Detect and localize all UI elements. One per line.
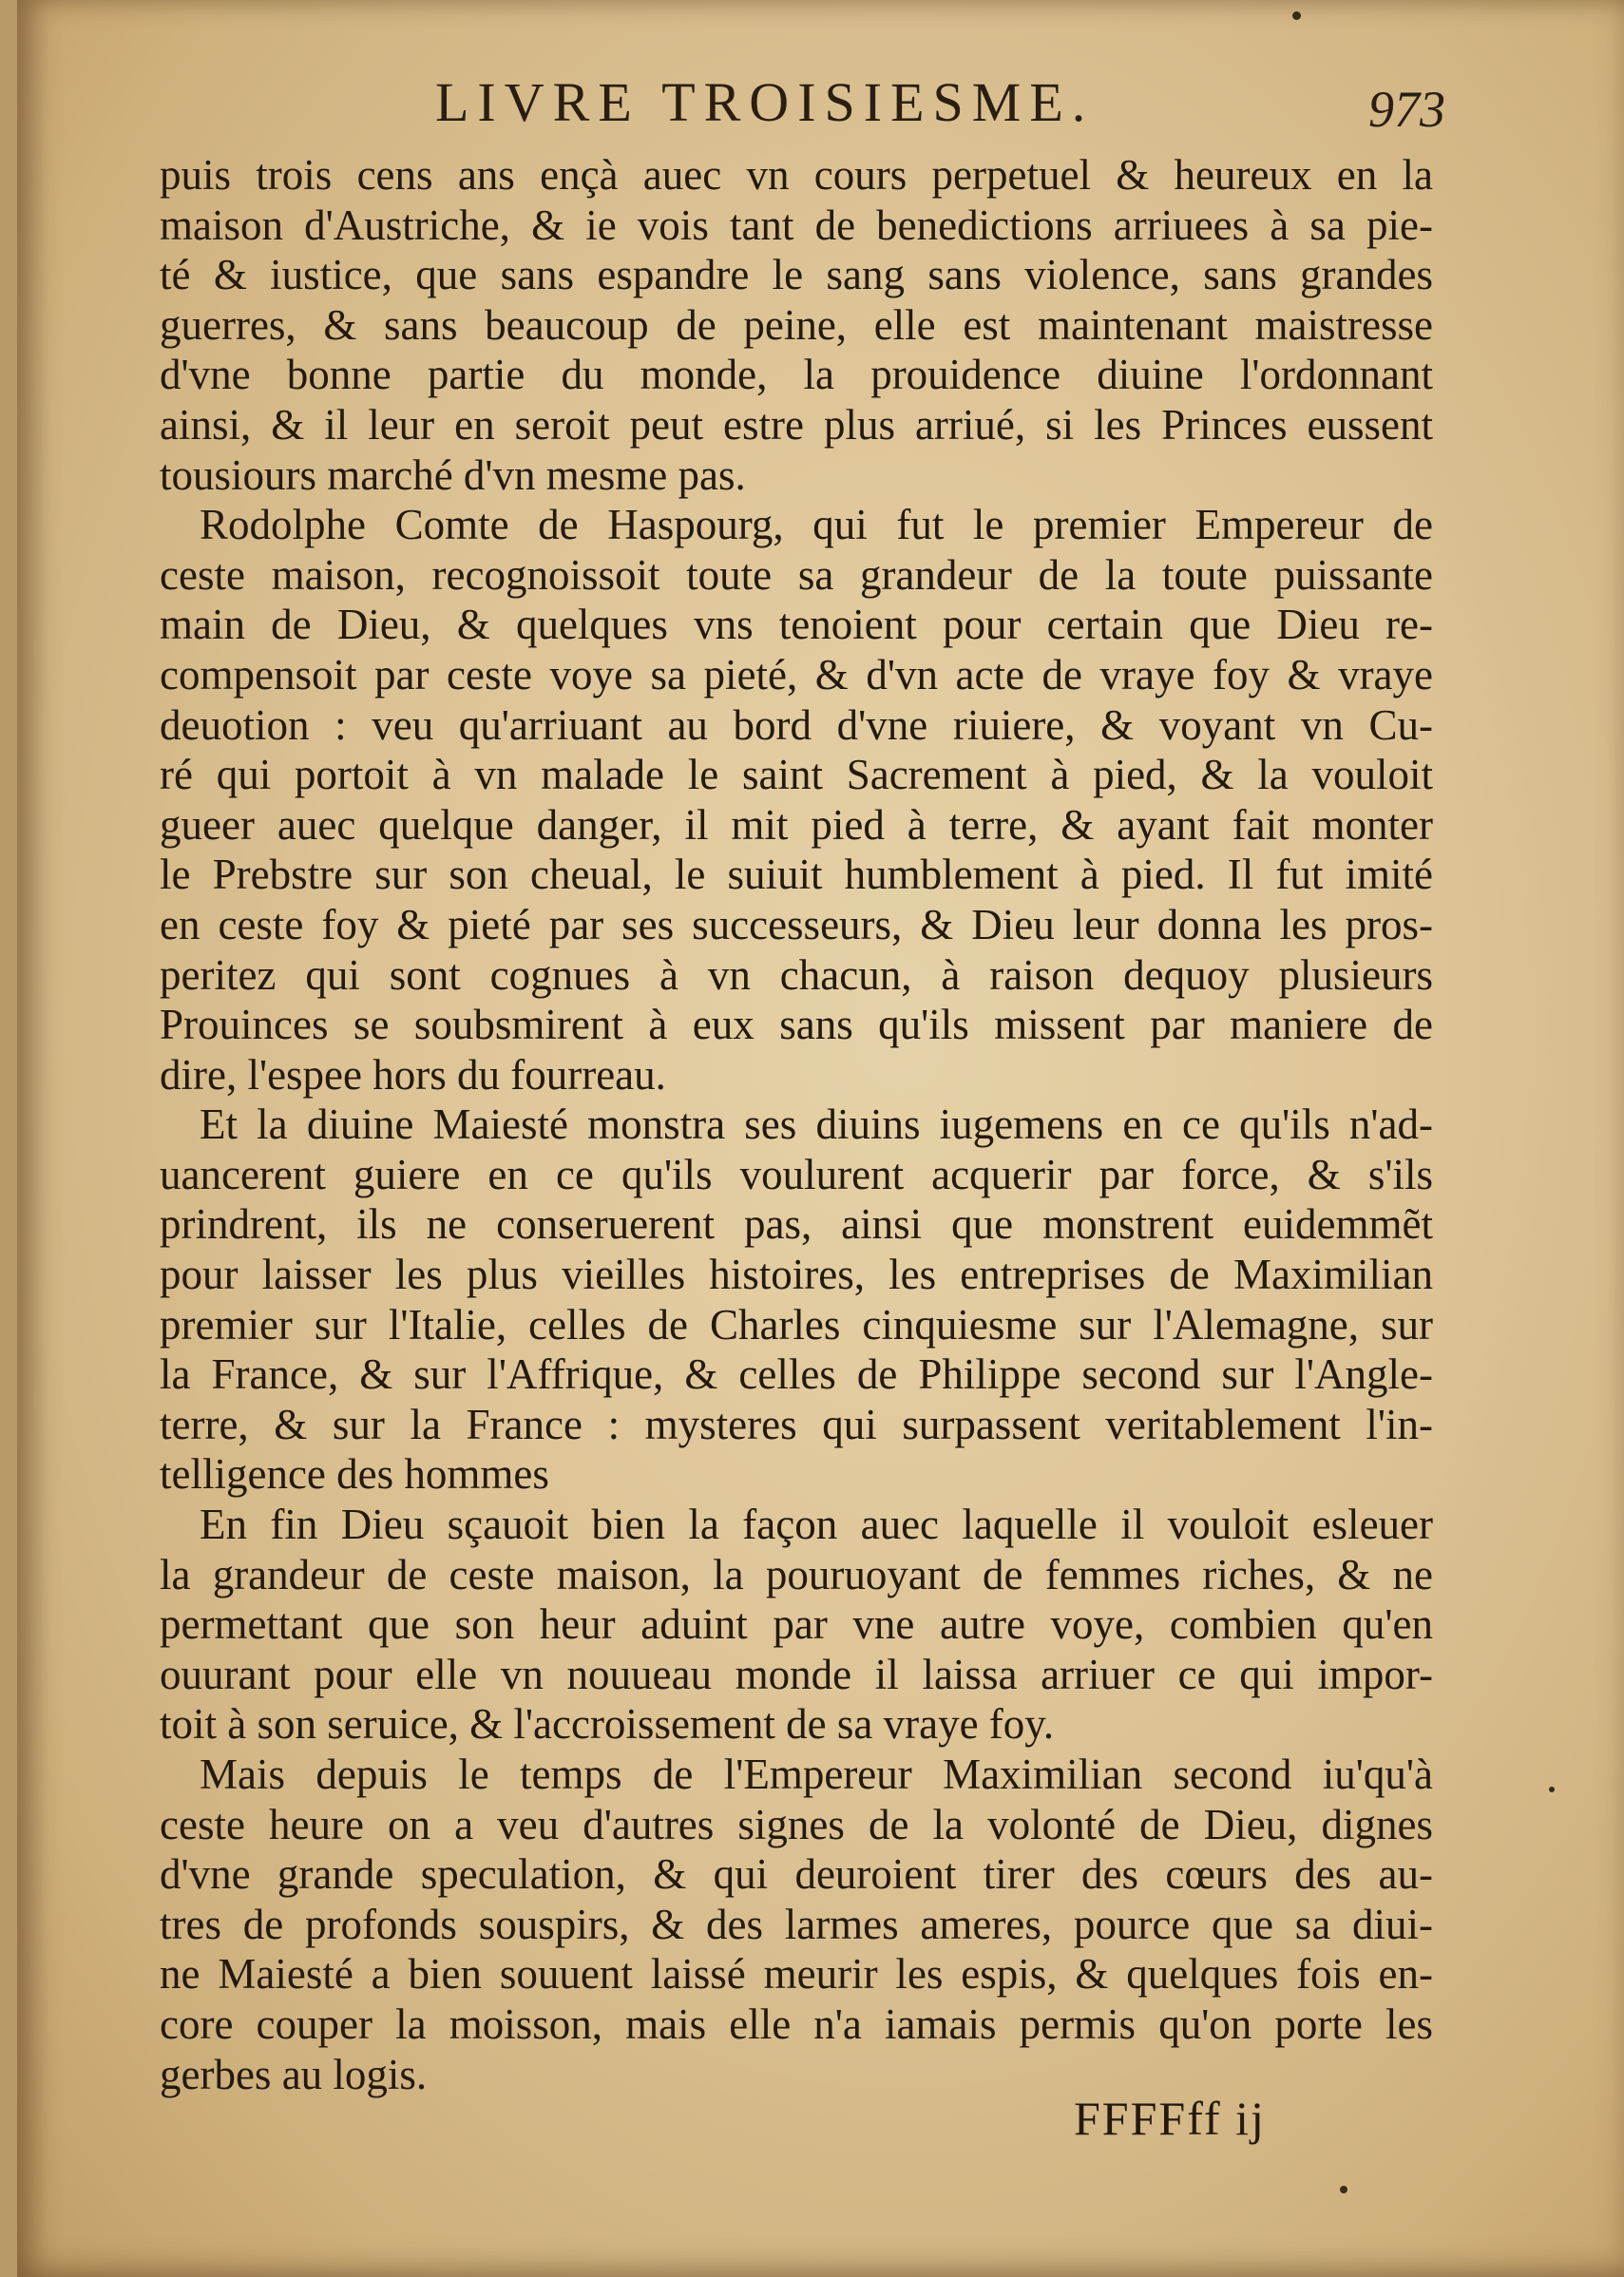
text-line: uancerent guiere en ce qu'ils voulurent acquerir par force, & s'ils (160, 1150, 1433, 1198)
text-line: gerbes au logis. (160, 2050, 428, 2098)
signature-mark: FFFFff ij (1074, 2092, 1266, 2145)
text-line: puis trois cens ans ençà auec vn cours perpetuel & heureux en la (160, 151, 1433, 199)
text-line: peritez qui sont cognues à vn chacun, à raison dequoy plusieurs (160, 950, 1433, 999)
paragraph (160, 1750, 1433, 2099)
paragraph (160, 1100, 1433, 1500)
text-line: ne Maiesté a bien souuent laissé meurir les espis, & quelques fois en- (160, 1950, 1433, 1999)
text-line: prindrent, ils ne conseruerent pas, ainsi que monstrent euidemmẽt (160, 1200, 1433, 1249)
running-title: LIVRE TROISIESME. (435, 71, 1095, 133)
text-line: la France, & sur l'Affrique, & celles de Philippe second sur l'Angle- (160, 1350, 1433, 1399)
text-line: ceste maison, recognoissoit toute sa grandeur de la toute puissante (160, 550, 1433, 599)
page-number: 973 (1368, 81, 1445, 138)
ink-speck (1549, 1787, 1555, 1792)
ink-speck (1292, 11, 1301, 20)
text-line: compensoit par ceste voye sa pieté, & d'vn acte de vraye foy & vraye (160, 650, 1433, 698)
text-line: permettant que son heur aduint par vne autre voye, combien qu'en (160, 1600, 1433, 1649)
text-line: en ceste foy & pieté par ses successeurs, & Dieu leur donna les pros- (160, 900, 1433, 948)
book-page (17, 0, 1624, 2277)
text-line: d'vne bonne partie du monde, la prouidence diuine l'ordonnant (160, 351, 1433, 399)
text-line: té & iustice, que sans espandre le sang sans violence, sans grandes (160, 251, 1433, 299)
text-line: terre, & sur la France : mysteres qui surpassent veritablement l'in- (160, 1400, 1433, 1448)
text-line: Mais depuis le temps de l'Empereur Maximilian second iu'qu'à (200, 1751, 1433, 1798)
text-line: Prouinces se soubsmirent à eux sans qu'ils missent par maniere de (160, 1001, 1433, 1049)
text-line: ainsi, & il leur en seroit peut estre plus arriué, si les Princes eussent (160, 400, 1433, 449)
text-line: telligence des hommes (160, 1450, 549, 1499)
text-line: Et la diuine Maiesté monstra ses diuins iugemens en ce qu'ils n'ad- (200, 1100, 1433, 1149)
text-line: maison d'Austriche, & ie vois tant de benedictions arriuees à sa pie- (160, 201, 1433, 249)
text-line: ouurant pour elle vn nouueau monde il laissa arriuer ce qui impor- (160, 1650, 1433, 1698)
paragraph (160, 150, 1433, 500)
text-line: premier sur l'Italie, celles de Charles cinquiesme sur l'Alemagne, sur (160, 1300, 1433, 1349)
page-header (17, 70, 1624, 137)
text-line: tousiours marché d'vn mesme pas. (160, 450, 746, 499)
ink-speck (1340, 2186, 1347, 2193)
text-line: En fin Dieu sçauoit bien la façon auec laquelle il vouloit esleuer (200, 1501, 1433, 1549)
text-line: ceste heure on a veu d'autres signes de la volonté de Dieu, dignes (160, 1800, 1433, 1848)
text-line: Rodolphe Comte de Haspourg, qui fut le premier Empereur de (200, 501, 1433, 549)
paragraph (160, 500, 1433, 1100)
text-line: dire, l'espee hors du fourreau. (160, 1050, 666, 1099)
text-line: tres de profonds souspirs, & des larmes ameres, pource que sa diui- (160, 1900, 1433, 1948)
text-line: deuotion : veu qu'arriuant au bord d'vne riuiere, & voyant vn Cu- (160, 700, 1433, 749)
body-text (160, 150, 1433, 2099)
text-line: pour laisser les plus vieilles histoires, les entreprises de Maximilian (160, 1251, 1433, 1299)
text-line: d'vne grande speculation, & qui deuroient tirer des cœurs des au- (160, 1850, 1433, 1899)
text-line: guerres, & sans beaucoup de peine, elle est maintenant maistresse (160, 300, 1433, 349)
text-line: la grandeur de ceste maison, la pouruoyant de femmes riches, & ne (160, 1550, 1433, 1598)
text-line: main de Dieu, & quelques vns tenoient pour certain que Dieu re- (160, 601, 1433, 649)
text-line: gueer auec quelque danger, il mit pied à terre, & ayant fait monter (160, 800, 1433, 849)
text-line: le Prebstre sur son cheual, le suiuit humblement à pied. Il fut imité (160, 851, 1433, 899)
text-line: core couper la moisson, mais elle n'a iamais permis qu'on porte les (160, 2000, 1433, 2048)
text-line: ré qui portoit à vn malade le saint Sacrement à pied, & la vouloit (160, 751, 1433, 799)
paragraph (160, 1500, 1433, 1750)
text-line: toit à son seruice, & l'accroissement de sa vraye foy. (160, 1700, 1055, 1749)
